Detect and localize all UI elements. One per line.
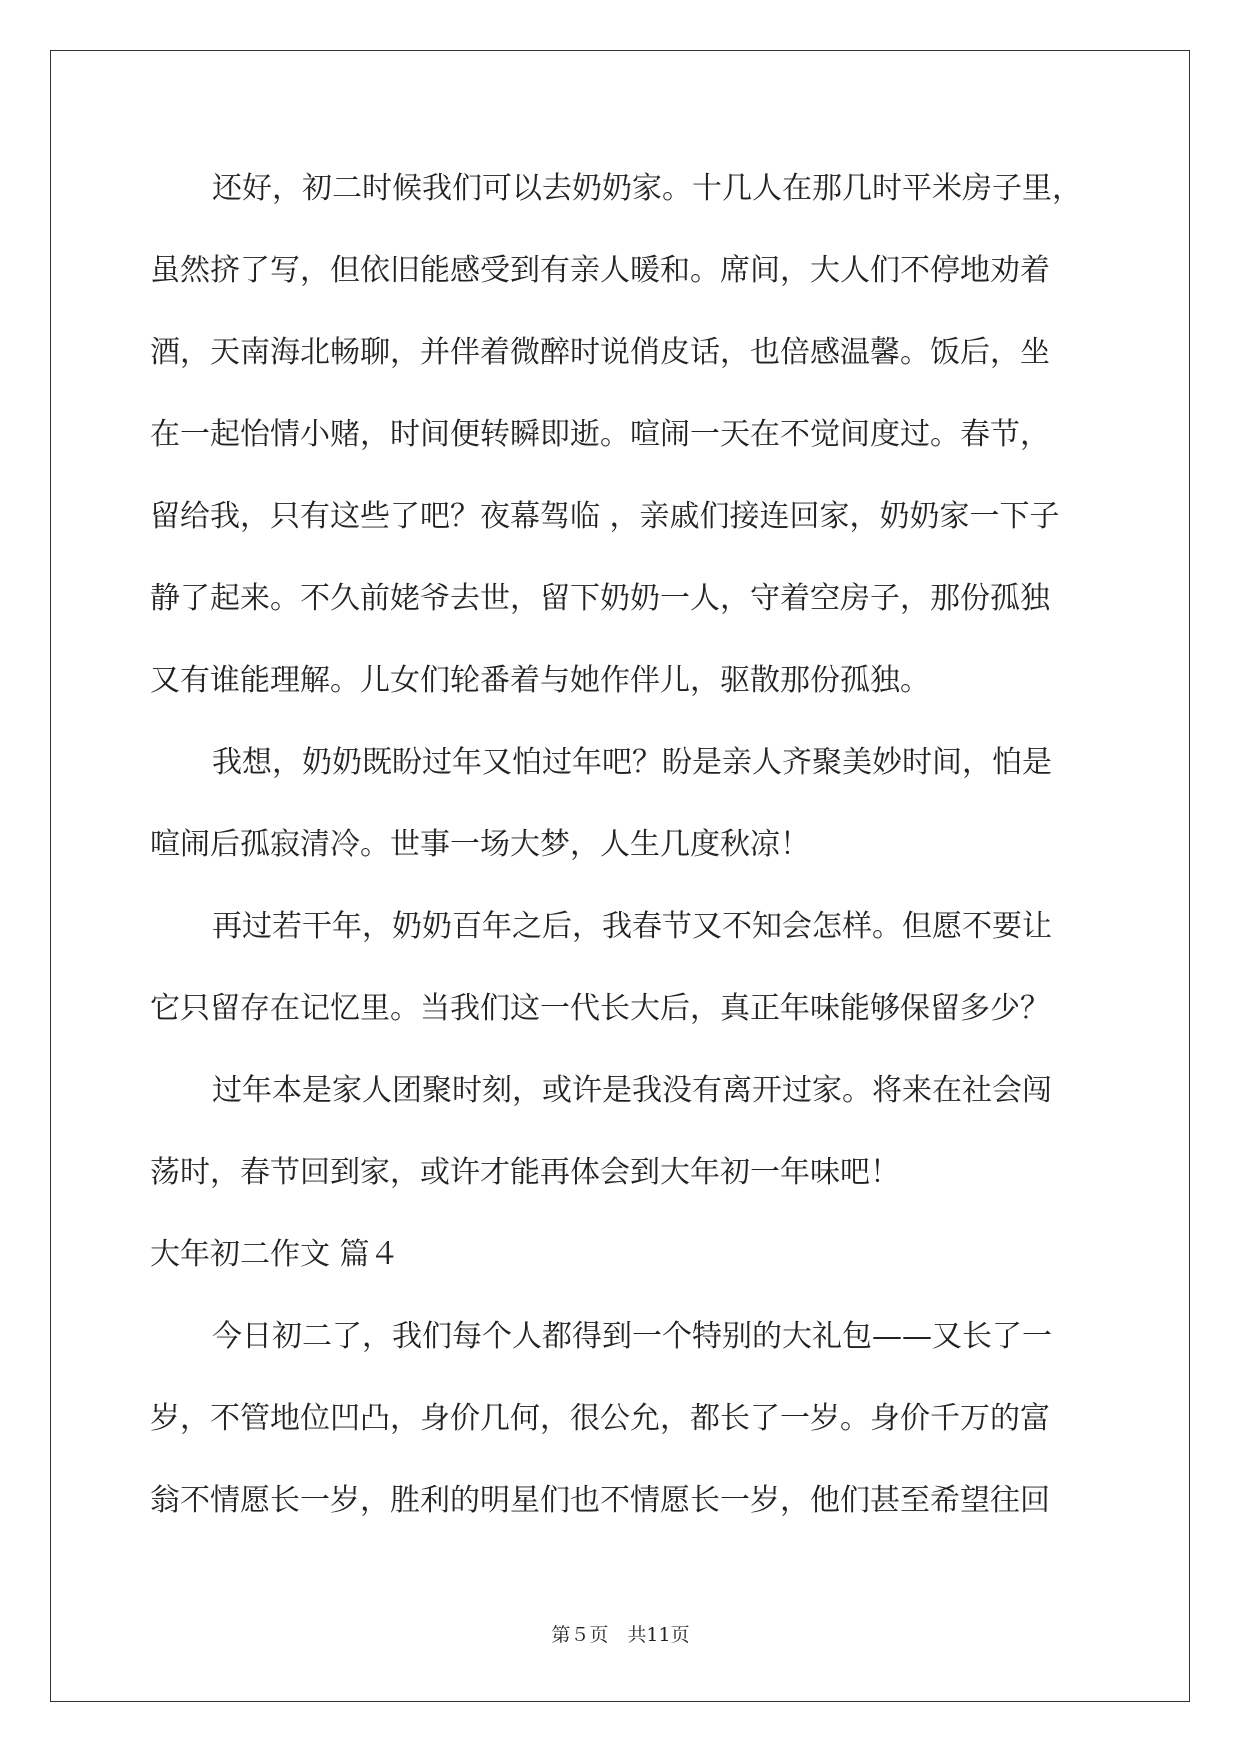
paragraph-line: 又有谁能理解。儿女们轮番着与她作伴儿，驱散那份孤独。 <box>150 663 930 698</box>
paragraph-line: 在一起怡情小赌，时间便转瞬即逝。喧闹一天在不觉间度过。春节， <box>150 417 1050 452</box>
paragraph-line: 今日初二了，我们每个人都得到一个特别的大礼包——又长了一 <box>212 1319 1052 1354</box>
page-number-footer: 第５页 共11页 <box>551 1624 690 1646</box>
document-body <box>150 148 1090 1542</box>
paragraph-line: 酒，天南海北畅聊，并伴着微醉时说俏皮话，也倍感温馨。饭后，坐 <box>150 335 1050 370</box>
paragraph-line: 静了起来。不久前姥爷去世，留下奶奶一人，守着空房子，那份孤独 <box>150 581 1050 616</box>
paragraph-line: 过年本是家人团聚时刻，或许是我没有离开过家。将来在社会闯 <box>212 1073 1052 1108</box>
paragraph-line: 荡时，春节回到家，或许才能再体会到大年初一年味吧！ <box>150 1155 900 1190</box>
section-heading: 大年初二作文 篇４ <box>150 1237 400 1272</box>
paragraph-line: 我想，奶奶既盼过年又怕过年吧？盼是亲人齐聚美妙时间，怕是 <box>212 745 1052 780</box>
paragraph-line: 岁，不管地位凹凸，身价几何，很公允，都长了一岁。身价千万的富 <box>150 1401 1050 1436</box>
paragraph-line: 还好，初二时候我们可以去奶奶家。十几人在那几时平米房子里， <box>212 171 1082 206</box>
paragraph-line: 翁不情愿长一岁，胜利的明星们也不情愿长一岁，他们甚至希望往回 <box>150 1483 1050 1518</box>
paragraph-line: 虽然挤了写，但依旧能感受到有亲人暖和。席间，大人们不停地劝着 <box>150 253 1050 288</box>
paragraph-line: 它只留存在记忆里。当我们这一代长大后，真正年味能够保留多少？ <box>150 991 1050 1026</box>
paragraph-line: 喧闹后孤寂清冷。世事一场大梦，人生几度秋凉！ <box>150 827 810 862</box>
paragraph-line: 留给我，只有这些了吧？夜幕驾临 ，亲戚们接连回家，奶奶家一下子 <box>150 499 1060 534</box>
paragraph-line: 再过若干年，奶奶百年之后，我春节又不知会怎样。但愿不要让 <box>212 909 1052 944</box>
